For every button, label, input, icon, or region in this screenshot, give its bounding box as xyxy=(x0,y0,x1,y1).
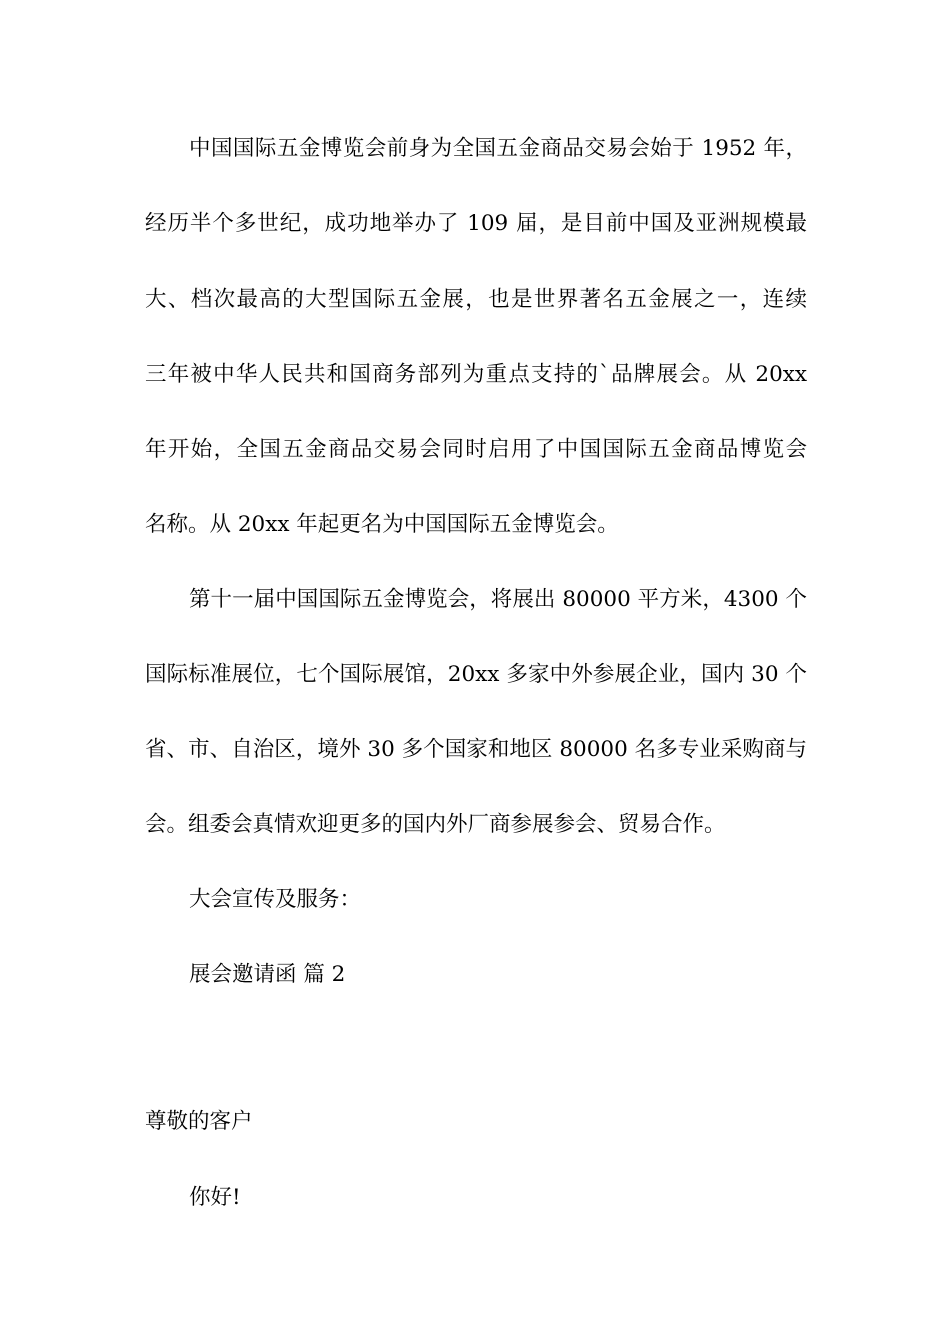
greeting: 你好! xyxy=(189,1185,241,1210)
salutation: 尊敬的客户 xyxy=(145,1109,253,1134)
paragraph-1-line-1: 中国国际五金博览会前身为全国五金商品交易会始于 1952 年， xyxy=(189,136,807,161)
paragraph-2-line-1: 第十一届中国国际五金博览会，将展出 80000 平方米，4300 个 xyxy=(189,587,807,612)
section-heading-invitation: 展会邀请函 篇 2 xyxy=(189,962,346,987)
paragraph-1-line-3: 大、档次最高的大型国际五金展，也是世界著名五金展之一，连续 xyxy=(145,287,807,312)
paragraph-1-line-6: 名称。从 20xx 年起更名为中国国际五金博览会。 xyxy=(145,512,619,537)
paragraph-1-line-2: 经历半个多世纪，成功地举办了 109 届，是目前中国及亚洲规模最 xyxy=(145,211,807,236)
paragraph-2-line-3: 省、市、自治区，境外 30 多个国家和地区 80000 名多专业采购商与 xyxy=(145,737,807,762)
paragraph-1-line-5: 年开始，全国五金商品交易会同时启用了中国国际五金商品博览会 xyxy=(145,437,807,462)
paragraph-2-line-2: 国际标准展位，七个国际展馆，20xx 多家中外参展企业，国内 30 个 xyxy=(145,662,807,687)
paragraph-2-line-4: 会。组委会真情欢迎更多的国内外厂商参展参会、贸易合作。 xyxy=(145,812,726,837)
section-heading-services: 大会宣传及服务： xyxy=(189,887,362,912)
paragraph-1-line-4: 三年被中华人民共和国商务部列为重点支持的`品牌展会。从 20xx xyxy=(145,362,807,387)
